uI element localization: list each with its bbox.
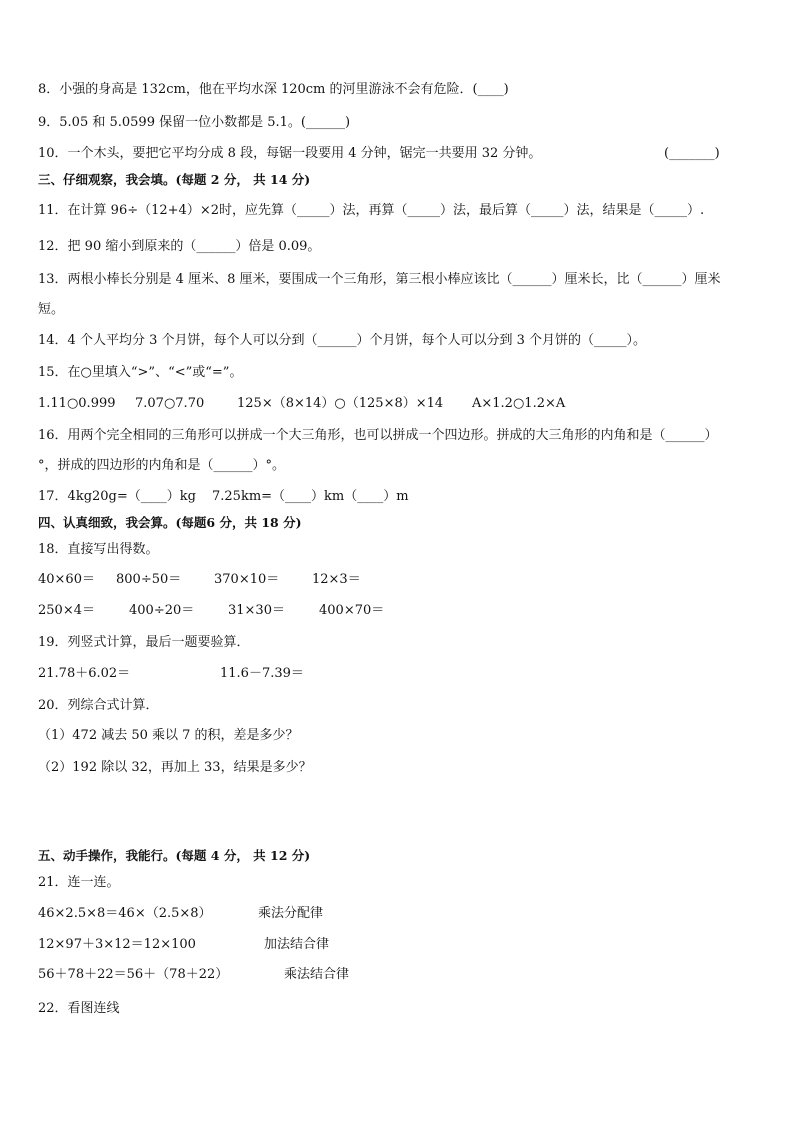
question-15: 15．在○里填入“>”、“<”或“=”。 <box>38 365 243 380</box>
q21-law-1: 乘法分配律 <box>258 906 324 921</box>
question-12: 12．把 90 缩小到原来的（______）倍是 0.09。 <box>38 239 321 254</box>
q21-expression-3: 56＋78＋22＝56＋（78＋22） <box>38 967 229 982</box>
question-11: 11．在计算 96÷（12+4）×2时，应先算（_____）法，再算（_____）法，最后算（_____）法，结果是（_____）. <box>38 203 705 218</box>
q19-item-1: 21.78＋6.02＝ <box>38 666 131 681</box>
q18-row2-item-4: 400×70＝ <box>319 603 385 618</box>
question-15-item-3: 125×（8×14）○（125×8）×14 <box>237 396 444 411</box>
question-19: 19．列竖式计算，最后一题要验算． <box>38 635 250 650</box>
question-13-line-1: 13．两根小棒长分别是 4 厘米、8 厘米，要围成一个三角形，第三根小棒应该比（______）厘米长，比（______）厘米 <box>38 272 721 287</box>
question-16-line-2: °，拼成的四边形的内角和是（______）°。 <box>38 458 286 473</box>
question-22: 22．看图连线 <box>38 1001 120 1016</box>
q18-row1-item-4: 12×3＝ <box>312 572 361 587</box>
question-20-part-2: （2）192 除以 32，再加上 33，结果是多少？ <box>38 760 312 775</box>
q18-row1-item-2: 800÷50＝ <box>116 572 182 587</box>
q18-row2-item-1: 250×4＝ <box>38 603 95 618</box>
question-20-part-1: （1）472 减去 50 乘以 7 的积，差是多少？ <box>38 728 299 743</box>
question-14: 14．4 个人平均分 3 个月饼，每个人可以分到（______）个月饼，每个人可以分到 3 个月饼的（_____）。 <box>38 333 647 348</box>
question-20: 20．列综合式计算． <box>38 698 159 713</box>
question-13-line-2: 短。 <box>38 302 65 317</box>
q19-item-2: 11.6－7.39＝ <box>220 666 304 681</box>
question-10: 10．一个木头，要把它平均分成 8 段，每锯一段要用 4 分钟，锯完一共要用 32 分钟。 <box>38 146 542 161</box>
question-15-item-1: 1.11○0.999 <box>38 396 116 411</box>
question-15-item-2: 7.07○7.70 <box>135 396 205 411</box>
question-15-item-4: A×1.2○1.2×A <box>472 396 566 411</box>
question-16-line-1: 16．用两个完全相同的三角形可以拼成一个大三角形，也可以拼成一个四边形。拼成的大三角形的内角和是（______） <box>38 428 718 443</box>
question-8: 8．小强的身高是 132cm，他在平均水深 120cm 的河里游泳不会有危险．(____) <box>38 82 509 97</box>
q18-row1-item-3: 370×10＝ <box>214 572 280 587</box>
question-21: 21．连一连。 <box>38 875 120 890</box>
q21-law-3: 乘法结合律 <box>284 967 350 982</box>
question-9: 9．5.05 和 5.0599 保留一位小数都是 5.1。(______) <box>38 115 351 130</box>
q18-row1-item-1: 40×60＝ <box>38 572 95 587</box>
q21-expression-2: 12×97＋3×12＝12×100 <box>38 937 196 952</box>
q18-row2-item-2: 400÷20＝ <box>129 603 195 618</box>
question-18: 18．直接写出得数。 <box>38 542 159 557</box>
question-10-blank: (_______) <box>664 146 720 161</box>
q21-expression-1: 46×2.5×8＝46×（2.5×8） <box>38 906 212 921</box>
q21-law-2: 加法结合律 <box>264 937 330 952</box>
question-17-part-2: 7.25km=（____）km（____）m <box>212 489 409 504</box>
question-17-part-1: 17．4kg20g=（____）kg <box>38 489 196 504</box>
section-5-heading: 五、动手操作，我能行。(每题 4 分， 共 12 分) <box>38 848 311 863</box>
section-3-heading: 三、仔细观察，我会填。(每题 2 分， 共 14 分) <box>38 172 311 187</box>
section-4-heading: 四、认真细致，我会算。(每题6 分，共 18 分) <box>38 515 302 530</box>
q18-row2-item-3: 31×30＝ <box>228 603 285 618</box>
